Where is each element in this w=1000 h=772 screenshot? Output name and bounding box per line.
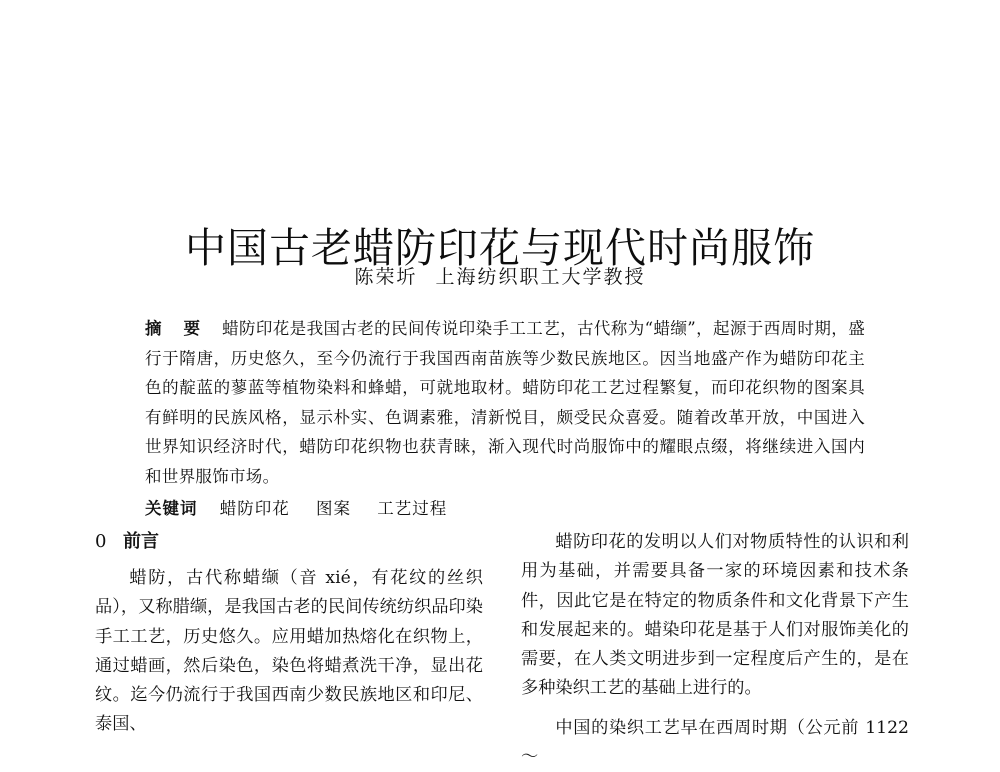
abstract (145, 314, 865, 491)
keyword: 工艺过程 (377, 499, 448, 518)
abstract-text: 蜡防印花是我国古老的民间传说印染手工工艺，古代称为“蜡缬”，起源于西周时期，盛行于隋唐，历史悠久，至今仍流行于我国西南苗族等少数民族地区。因当地盛产作为蜡防印花主色的靛蓝的蓼蓝等植物染料和蜂蜡，可就地取材。蜡防印花工艺过程繁复，而印花织物的图案具有鲜明的民族风格，显示朴实、色调素雅，清新悦目，颇受民众喜爱。随着改革开放，中国进入世界知识经济时代，蜡防印花织物也获青睐，渐入现代时尚服饰中的耀眼点缀，将继续进入国内和世界服饰市场。 (145, 319, 865, 486)
section-title: 前言 (123, 531, 159, 552)
author-affiliation: 上海纺织职工大学教授 (435, 266, 646, 288)
abstract-label: 摘 要 (145, 319, 209, 338)
left-column (95, 527, 483, 740)
author-name: 陈荣圻 (354, 266, 418, 288)
keyword: 蜡防印花 (219, 499, 290, 518)
author-line (0, 263, 1000, 291)
body-paragraph: 蜡防，古代称蜡缬（音 xié，有花纹的丝织品），又称腊缬，是我国古老的民间传统纺织品印染手工工艺，历史悠久。应用蜡加热熔化在织物上，通过蜡画，然后染色，染色将蜡煮洗干净，显出花纹。迄今仍流行于我国西南少数民族地区和印尼、泰国、 (95, 568, 483, 735)
keywords-label: 关键词 (145, 499, 198, 518)
section-number: 0 (95, 531, 107, 552)
keywords (145, 494, 865, 523)
paper-title: 中国古老蜡防印花与现代时尚服饰 (185, 224, 815, 273)
section-heading (95, 527, 483, 556)
body-paragraph: 中国的染织工艺早在西周时期（公元前 1122～ (521, 717, 909, 768)
keyword: 图案 (316, 499, 351, 518)
right-column (521, 527, 909, 772)
body-paragraph: 蜡防印花的发明以人们对物质特性的认识和利用为基础，并需要具备一家的环境因素和技术条件，因此它是在特定的物质条件和文化背景下产生和发展起来的。蜡染印花是基于人们对服饰美化的需要，在人类文明进步到一定程度后产生的，是在多种染织工艺的基础上进行的。 (521, 532, 909, 699)
